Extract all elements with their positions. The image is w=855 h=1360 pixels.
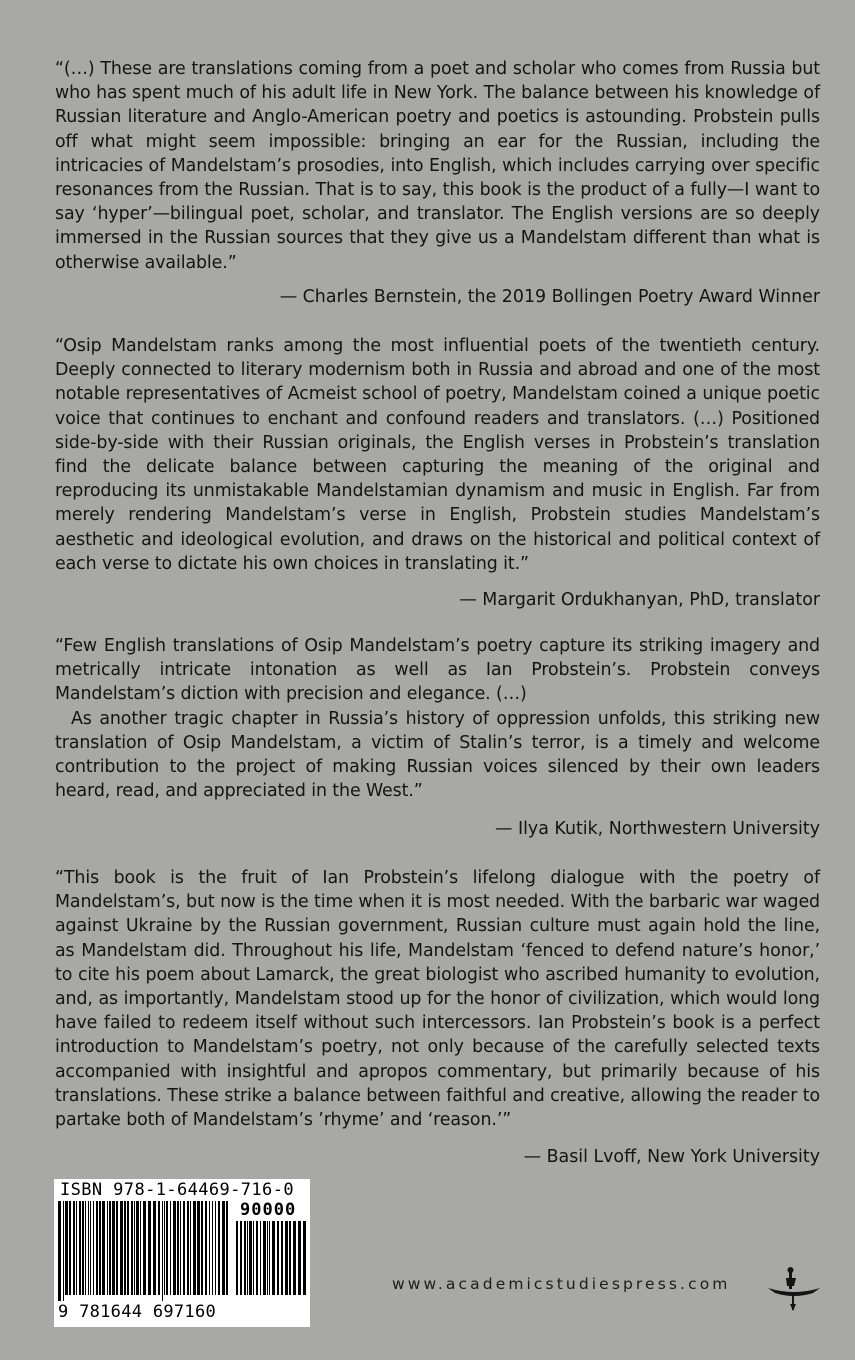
barcode-bar [76, 1201, 77, 1295]
attribution-kutik: — Ilya Kutik, Northwestern University [495, 819, 820, 839]
barcode-bar [285, 1221, 288, 1295]
barcode-bar [190, 1201, 191, 1295]
price-code: 90000 [240, 1200, 297, 1220]
barcode-bar [205, 1201, 207, 1295]
barcode-bar [120, 1201, 123, 1295]
barcode-bar [63, 1201, 64, 1301]
barcode-bar [99, 1201, 101, 1295]
barcode-bar [131, 1201, 133, 1295]
barcode-bar [93, 1201, 94, 1295]
barcode-bar [88, 1201, 89, 1295]
barcode-bar [247, 1221, 248, 1295]
barcode-bar [183, 1201, 185, 1295]
attribution-lvoff: — Basil Lvoff, New York University [523, 1147, 820, 1167]
barcode-bar [289, 1221, 291, 1295]
barcode-bar [158, 1201, 160, 1295]
blurb-ordukhanyan [55, 334, 820, 576]
barcode-bar [124, 1201, 126, 1295]
blurb-lvoff [55, 866, 820, 1132]
barcode-bar [269, 1221, 270, 1295]
barcode-bar [212, 1201, 213, 1295]
barcode-bar [272, 1221, 275, 1295]
barcode-bar [153, 1201, 156, 1295]
barcode-bar [260, 1221, 261, 1295]
barcode-bar [127, 1201, 129, 1295]
barcode-bar [263, 1221, 266, 1295]
blurb-paragraph: “This book is the fruit of Ian Probstein’s lifelong dialogue with the poetry of Mandelstam’s, but now is the time when it is most needed. With the barbaric war waged against Ukraine by the Russian government, Russian culture must again hold the line, as Mandelstam did. Throughout his life, Mandelstam ‘fenced to defend nature’s honor,’ to cite his poem about Lamarck, the great biologist who ascribed humanity to evolution, and, as importantly, Mandelstam stood up for the honor of civilization, which would long have failed to redeem itself without such intercessors. Ian Probstein’s book is a perfect introduction to Mandelstam’s poetry, not only because of the carefully selected texts accompanied with insightful and apropos commentary, but primarily because of his translations. These strike a balance between faithful and creative, allowing the reader to partake both of Mandelstam’s ’rhyme’ and ‘reason.’” [55, 868, 820, 1131]
barcode-bar [65, 1201, 68, 1295]
barcode-bar [197, 1201, 200, 1295]
barcode-bar [82, 1201, 84, 1295]
blurb-paragraph: As another tragic chapter in Russia’s history of oppression unfolds, this striking new translation of Osip Mandelstam, a victim of Stalin’s terror, is a timely and welcome contribution to the project of making Russian voices silenced by their own leaders heard, read, and appreciated in the West.” [55, 708, 820, 802]
barcode-bar [253, 1221, 254, 1295]
blurb-bernstein [55, 57, 820, 275]
barcode-bar [143, 1201, 146, 1295]
isbn-label: ISBN 978-1-64469-716-0 [60, 1180, 294, 1200]
barcode-bar [177, 1201, 179, 1295]
isbn-barcode [54, 1179, 310, 1327]
barcode-bar [134, 1201, 135, 1295]
barcode-bar [293, 1221, 296, 1295]
barcode-bar [209, 1201, 210, 1295]
barcode-bar [162, 1201, 163, 1301]
barcode-bar [170, 1201, 171, 1295]
barcode-bar [193, 1201, 196, 1295]
blurb-paragraph: “Few English translations of Osip Mandelstam’s poetry capture its striking imagery and metrically intricate intonation as well as Ian Probstein’s. Probstein conveys Mandelstam’s diction with precision and elegance. (…) [55, 636, 820, 705]
barcode-bar [148, 1201, 151, 1295]
barcode-bar [166, 1201, 168, 1295]
barcode-bar [201, 1201, 203, 1295]
barcode-bar [136, 1201, 139, 1295]
barcode-bar [73, 1201, 75, 1295]
addon-barcode-bars [236, 1221, 306, 1301]
barcode-bar [303, 1221, 306, 1295]
barcode-bar [164, 1201, 165, 1295]
barcode-bar [90, 1201, 91, 1295]
barcode-bar [180, 1201, 181, 1295]
barcode-bar [79, 1201, 81, 1295]
blurb-kutik [55, 634, 820, 803]
ean-barcode-bars [58, 1201, 230, 1301]
blurb-paragraph: “Osip Mandelstam ranks among the most influential poets of the twentieth century. Deeply connected to literary modernism both in Russia and abroad and one of the most notable representatives of Acmeist school of poetry, Mandelstam coined a unique poetic voice that continues to enchant and confound readers and translators. (…) Positioned side-by-side with their Russian originals, the English verses in Probstein’s translation find the delicate balance between capturing the meaning of the original and reproducing its unmistakable Mandelstamian dynamism and music in English. Far from merely rendering Mandelstam’s verse in English, Probstein studies Mandelstam’s aesthetic and ideological evolution, and draws on the historical and political context of each verse to dictate his own choices in translating it.” [55, 336, 820, 574]
barcode-bar [256, 1221, 258, 1295]
barcode-bar [85, 1201, 86, 1295]
barcode-bar [277, 1221, 279, 1295]
blurb-paragraph: “(…) These are translations coming from a poet and scholar who comes from Russia but who has spent much of his adult life in New York. The balance between his knowledge of Russian literature and Anglo-American poetry and poetics is astounding. Probstein pulls off what might seem impossible: bringing an ear for the Russian, including the intricacies of Mandelstam’s prosodies, into English, which includes carrying over specific resonances from the Russian. That is to say, this book is the product of a fully—I want to say ‘hyper’—bilingual poet, scholar, and translator. The English versions are so deeply immersed in the Russian sources that they give us a Mandelstam different than what is otherwise available.” [55, 59, 820, 273]
barcode-bar [140, 1201, 141, 1295]
barcode-bar [240, 1221, 242, 1295]
barcode-bar [109, 1201, 111, 1295]
ean-digits: 9 781644 697160 [58, 1302, 217, 1322]
barcode-bar [281, 1221, 283, 1295]
barcode-bar [96, 1201, 98, 1295]
barcode-bar [218, 1201, 220, 1295]
attribution-bernstein: — Charles Bernstein, the 2019 Bollingen Poetry Award Winner [279, 287, 820, 307]
barcode-bar [187, 1201, 189, 1295]
barcode-bar [249, 1221, 252, 1295]
barcode-bar [298, 1221, 301, 1295]
barcode-bar [112, 1201, 115, 1295]
barcode-bar [116, 1201, 118, 1295]
barcode-bar [244, 1221, 246, 1295]
barcode-bar [102, 1201, 105, 1295]
barcode-bar [215, 1201, 216, 1295]
barcode-bar [173, 1201, 176, 1295]
boat-logo-icon [766, 1266, 822, 1312]
barcode-bar [58, 1201, 61, 1301]
barcode-bar [222, 1201, 225, 1295]
barcode-bar [107, 1201, 108, 1295]
barcode-bar [226, 1201, 228, 1295]
publisher-url[interactable]: www.academicstudiespress.com [392, 1275, 731, 1293]
attribution-ordukhanyan: — Margarit Ordukhanyan, PhD, translator [459, 590, 820, 610]
barcode-bar [267, 1221, 268, 1295]
barcode-bar [69, 1201, 71, 1295]
barcode-bar [236, 1221, 238, 1295]
